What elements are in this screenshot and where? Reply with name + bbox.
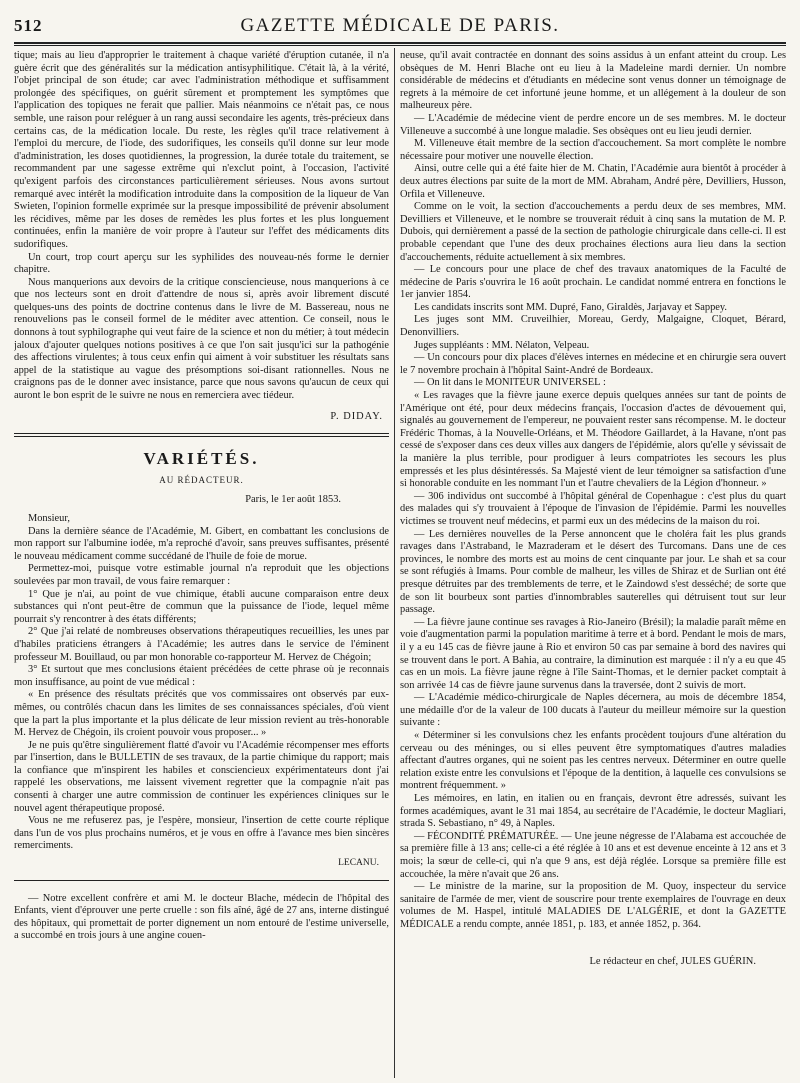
right-column [400, 50, 786, 1075]
article-paragraph: Un court, trop court aperçu sur les syphilides des nouveau-nés forme le dernier chapitre. [14, 251, 389, 276]
news-paragraph: Les mémoires, en latin, en italien ou en français, devront être adressés, suivant les formes académiques, avant le 31 mai 1854, au secrétaire de l'Académie, le docteur Magliari, strada S. Sebastiano, n° 49, à Naples. [400, 793, 786, 830]
header-rule-thin [14, 45, 786, 46]
article-paragraph: tique; mais au lieu d'approprier le traitement à chaque variété d'éruption cutanée, il n'a guère écrit que des généralités sur la médication antisyphilitique. C'était là, à la vérité, l'objet principal de son étude; car avec l'administration méthodique et suffisamment prolongée des spécifiques, on guérit sûrement et promptement les symptômes que l'application des topiques ne ferait que pallier. Mais néanmoins ce n'était pas, ce nous semble, une raison pour reléguer à un rang aussi secondaire les agents, très-précieux dans certains cas, de la médication locale. Du reste, les règles qu'il trace relativement à l'emploi du mercure, de l'iode, des sudorifiques, les conseils qu'il donne sur leur mode d'administration, les doses quotidiennes, la progression, la durée totale du traitement, se recommandent par une sagesse extrême qui n'exclut point, à l'occasion, l'activité qu'exigent parfois des circonstances particulièrement sérieuses. Nous avons surtout remarqué avec intérêt la modification introduite dans la composition de la liqueur de Van Swieten, l'opinion formelle exprimée sur la presque impossibilité de prévenir absolument les récidives, même par les doses de remèdes les plus fortes et les plus longuement continuées, enfin la manière de voir propre à l'auteur sur l'effet des médicaments dits sudorifiques. [14, 50, 389, 250]
news-paragraph: neuse, qu'il avait contractée en donnant des soins assidus à un enfant atteint du croup. Les obsèques de M. Henri Blache ont eu lieu à la Madeleine mardi dernier. Un nombre considérable de médecins et d'étudiants en médecine sont venus donner un témoignage de regrets à la mémoire de cet infortuné jeune homme, et un allégement à la douleur de son malheureux père. [400, 50, 786, 112]
section-subtitle: AU RÉDACTEUR. [159, 474, 244, 485]
letter-paragraph: 1° Que je n'ai, au point de vue chimique, établi aucune comparaison entre deux substances qui n'ont peut-être de commun que la puissance de l'iode, lequel même pourrait s'y rencontrer à des états différents; [14, 588, 389, 625]
letter-paragraph: 3° Et surtout que mes conclusions étaient précédées de cette phrase où je reconnais mon insuffisance, au point de vue médical : [14, 664, 389, 688]
author-signature: P. DIDAY. [330, 410, 383, 422]
editor-signature: Le rédacteur en chef, JULES GUÉRIN. [589, 955, 756, 967]
news-paragraph: « Les ravages que la fièvre jaune exerce depuis quelques années sur tant de points de l'Amérique ont été, pour deux médecins français, l'occasion d'actes de dévouement qui, signalés au gouvernement de l'empereur, ne pouvaient rester sans récompense. M. le docteur Frédéric Thomas, à la Nouvelle-Orléans, et M. Théodore Gaillardet, à la Havane, n'ont pas cessé de s'exposer dans ces deux villes aux dangers de l'épidémie, alors qu'elle y sévissait de la manière la plus terrible, pour prodiguer à leurs compatriotes les secours les plus empressés et les plus désintéressés. Sa Majesté vient de leur témoigner sa satisfaction d'une si honorable conduite en les nommant l'un et l'autre chevaliers de la Légion d'honneur. » [400, 390, 786, 490]
news-text: — On lit dans le [414, 377, 486, 389]
news-text: : [600, 377, 606, 389]
news-paragraph: — Un concours pour dix places d'élèves internes en médecine et en chirurgie sera ouvert le 7 novembre prochain à l'hôpital Saint-André de Bordeaux. [400, 352, 786, 376]
letter-salutation: Monsieur, [28, 513, 71, 524]
news-paragraph: — Le ministre de la marine, sur la proposition de M. Quoy, inspecteur du service sanitaire de l'armée de mer, vient de souscrire pour trente exemplaires de l'ouvrage en deux volumes de M. Haspel, intitulé MALADIES DE L'ALGÉRIE, et dont la GAZETTE MÉDICALE a rendu compte, année 1851, p. 183, et année 1852, p. 364. [400, 881, 786, 930]
news-paragraph [400, 377, 786, 390]
news-paragraph: — L'Académie de médecine vient de perdre encore un de ses membres. M. le docteur Villeneuve a succombé à une longue maladie. Ses obsèques ont eu lieu jeudi dernier. [400, 112, 786, 137]
news-paragraph: Ainsi, outre celle qui a été faite hier de M. Chatin, l'Académie aura bientôt à procéder à deux autres élections par suite de la mort de MM. Abraham, André père, Devilliers, Husson, Orfila et Villeneuve. [400, 163, 786, 200]
letter-paragraph: 2° Que j'ai relaté de nombreuses observations thérapeutiques recueillies, les unes par d'habiles praticiens étrangers à l'Académie; les autres dans le service de l'éminent professeur M. Bouillaud, ou par mon honorable co-rapporteur M. Hervez de Chégoin; [14, 626, 389, 663]
news-paragraph: — Notre excellent confrère et ami M. le docteur Blache, médecin de l'hôpital des Enfants, vient d'éprouver une perte cruelle : son fils aîné, âgé de 27 ans, interne distingué des hôpitaux, qui promettait de porter dignement un nom entouré de l'estime universelle, a succombé en trois jours à une angine couen- [14, 892, 389, 942]
news-text: . — Une jeune négresse de l'Alabama est accouchée de sa première fille à 13 ans; celle-ci a été réglée à 10 ans et est devenue enceinte à 12 ans et 3 mois; la sœur de celle-ci, qui n'a que 9 ans, est déjà réglée. Lorsque sa première fille est accouchée, la mère n'avait que 26 ans. [400, 830, 786, 880]
news-paragraph: — L'Académie médico-chirurgicale de Naples décernera, au mois de décembre 1854, une médaille d'or de la valeur de 100 ducats à l'auteur du meilleur mémoire sur la question suivante : [400, 692, 786, 729]
page-header [14, 10, 786, 40]
letter-paragraph: « En présence des résultats précités que vos commissaires ont observés par eux-mêmes, ou contrôlés chacun dans les limites de ses connaissances spéciales, d'où vient que la part la plus importante et la plus délicate de leur mission revient au très-honorable M. Hervez de Chégoin, ils croient pouvoir vous proposer... » [14, 689, 389, 739]
page-number: 512 [14, 16, 43, 35]
news-paragraph: M. Villeneuve était membre de la section d'accouchement. Sa mort complète le nombre nécessaire pour motiver une nouvelle élection. [400, 138, 786, 162]
news-paragraph: — La fièvre jaune continue ses ravages à Rio-Janeiro (Brésil); la maladie paraît même en voie d'augmentation parmi la population maritime à terre et à bord. Pendant le mois de mars, il y a eu 145 cas de fièvre jaune à Rio et environ 50 cas par semaine à bord des navires qui se trouvent dans le port. A Bahia, au contraire, la diminution est marquée : il n'y a eu que 45 cas en un mois. La fièvre jaune règne à l'île Saint-Thomas, et le dernier packet comptait à son arrivée 14 cas de fièvre jaune survenus dans la traversée, dont 2 suivis de mort. [400, 616, 786, 691]
letter-paragraph: Permettez-moi, puisque votre estimable journal n'a reproduit que les objections soulevées par mon travail, de vous faire remarquer : [14, 563, 389, 587]
section-separator-thin [14, 880, 389, 881]
news-paragraph: « Déterminer si les convulsions chez les enfants procèdent toujours d'une altération du cerveau ou des méninges, ou si elles peuvent être symptomatiques d'autres maladies affectant d'autres organes, qui ne soient pas les centres nerveux. Déterminer en outre quelle relation existe entre les convulsions et l'époque de la dentition, à laquelle ces convulsions se montrent fréquemment. » [400, 730, 786, 792]
letter-paragraph: Vous ne me refuserez pas, je l'espère, monsieur, l'insertion de cette courte réplique dans l'un de vos plus prochains numéros, et je vous en offre à l'avance mes bien sincères remerciments. [14, 815, 389, 852]
letter-date: Paris, le 1er août 1853. [245, 494, 341, 506]
news-paragraph [400, 831, 786, 881]
journal-title: GAZETTE MÉDICALE DE PARIS. [240, 15, 560, 36]
section-separator [14, 433, 389, 437]
news-paragraph: Juges suppléants : MM. Nélaton, Velpeau. [414, 339, 590, 351]
news-paragraph: Les candidats inscrits sont MM. Dupré, Fano, Giraldès, Jarjavay et Sappey. [414, 301, 727, 313]
letter-signature: LECANU. [338, 858, 379, 869]
letter-paragraph: Dans la dernière séance de l'Académie, M. Gibert, en combattant les conclusions de mon rapport sur l'albumine iodée, m'a reproché d'avoir, sans preuves suffisantes, présenté le nouveau médicament comme succédané de l'huile de foie de morue. [14, 525, 389, 562]
news-text: — [414, 830, 428, 842]
letter-paragraph: Je ne puis qu'être singulièrement flatté d'avoir vu l'Académie récompenser mes efforts par l'insertion, dans le BULLETIN de ses travaux, de la partie chimique du rapport; mais la confiance que m'inspirent les habiles et consciencieux expérimentateurs dont j'ai rappelé les observations, me laissent vivement regretter que la compagnie n'ait pas consenti à charger une autre commission de continuer les expériences cliniques sur le nouvel agent thérapeutique proposé. [14, 739, 389, 814]
news-paragraph: — Les dernières nouvelles de la Perse annoncent que le choléra fait les plus grands ravages dans l'Astraband, le Mazraderam et le désert des Turcomans. Dans une de ces provinces, le nombre des morts est au moins de cent cinquante par jour. Le shah et sa cour se sont réfugiés à Imams. Pour comble de malheur, les villes de Shiraz et de Surlian ont été presque détruites par des tremblements de terre, et le Zaindowd s'est desséché; de sorte que de son lit bourbeux sont parties d'innombrables sauterelles qui détruisent tout sur leur passage. [400, 528, 786, 616]
header-rule [14, 42, 786, 44]
news-paragraph: — 306 individus ont succombé à l'hôpital général de Copenhague : c'est plus du quart des malades qui s'y trouvaient à l'époque de l'invasion de l'épidémie. Parmi les nouvelles victimes se trouvent neuf médecins, et parmi eux un des médecins de la maison du roi. [400, 490, 786, 527]
newspaper-name: MONITEUR UNIVERSEL [485, 377, 601, 389]
news-heading: FÉCONDITÉ PRÉMATURÉE [427, 830, 556, 842]
news-paragraph: — Le concours pour une place de chef des travaux anatomiques de la Faculté de médecine de Paris s'ouvrira le 16 août prochain. Le candidat nommé entrera en fonctions le 1er janvier 1854. [400, 264, 786, 301]
left-column [14, 50, 389, 1075]
news-paragraph: Comme on le voit, la section d'accouchements a perdu deux de ses membres, MM. Devilliers et Villeneuve, et le nombre se trouverait réduit à cinq sans la mutation de M. P. Dubois, qui dernièrement a passé de la section de pathologie chirurgicale dans celle-ci. Il est probable cependant que l'une des deux prochaines élections aura lieu dans la section d'accouchements, réduite actuellement à six membres. [400, 201, 786, 263]
section-title: VARIÉTÉS. [143, 449, 260, 469]
news-paragraph: Les juges sont MM. Cruveilhier, Moreau, Gerdy, Malgaigne, Cloquet, Bérard, Denonvilliers. [400, 314, 786, 339]
article-paragraph: Nous manquerions aux devoirs de la critique consciencieuse, nous manquerions à ce que nos lecteurs sont en droit d'attendre de nous si, après avoir librement discuté quelques-uns des points de doctrine contenus dans le livre de M. Bassereau, nous ne renouvelions pas le conseil formel de le méditer avec attention. Ce conseil, nous le donnons à tout syphilographe qui veut faire de la science et non du métier; à tout médecin jaloux d'ajouter quelques notions positives à ce que l'on sait jusqu'ici sur la pathogénie des affections virulentes; à tous ceux enfin qui aiment à voir substituer les résultats sans appel de la statistique au vague des présomptions soi-disant rationnelles. Nous ne craignons pas de le donner avec insistance, parce que nous savons qu'aucun de ceux qui auront le bon esprit de le suivre ne nous en remerciera avec tiédeur. [14, 276, 389, 402]
column-divider [394, 48, 395, 1078]
